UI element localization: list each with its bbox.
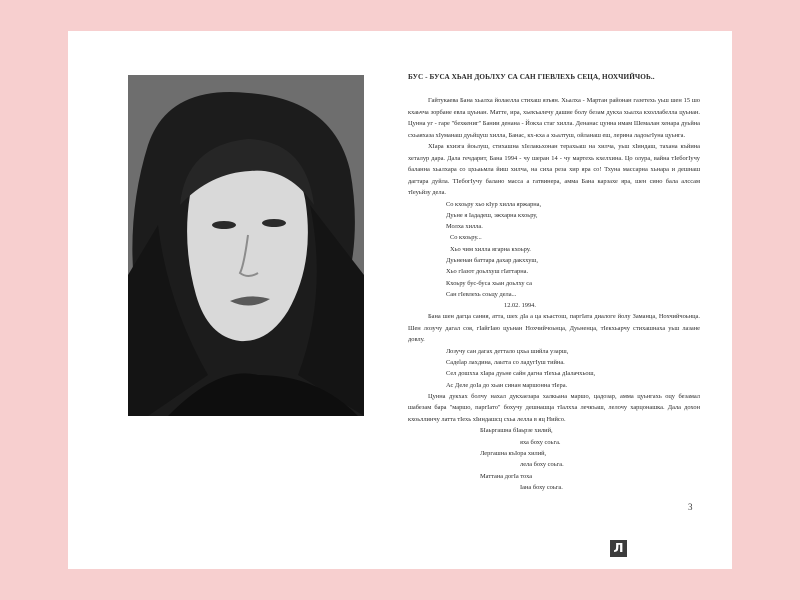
verse-line: Садеlар лахдина, лаьтта со ладугIуш тийна. bbox=[446, 358, 565, 366]
paragraph-3: Бана шен дагца сания, атта, шех дIа а ца къастош, паргIата диалоге йолу Заманца, Нохчийчоьнца. Шен лозучу дагал соя, гIайгIаю цуьнан Нохчийчоьнца, Дуьненца, тIекхьарчу стихашнаха уьш лазане довлу. bbox=[408, 313, 700, 344]
verse-line: Маттана догIа тоха bbox=[480, 472, 533, 480]
verse-line: Сан гIевлехь соьцу дела... bbox=[446, 290, 517, 298]
verse-line: БIаьргашна бIаьрзе хилий, bbox=[480, 427, 553, 435]
verse-line: Сел дошхха хIара дуьне сайн дагна тIехьа дIалачхьош, bbox=[446, 370, 596, 378]
verse-line: Молха хилла. bbox=[446, 223, 483, 231]
verse-line: Ас Деле доIа до хьан синан маршонна тIера. bbox=[446, 381, 568, 389]
verse-line: Хьо чим хилла ягарна кхоьру. bbox=[450, 245, 531, 253]
page-title: БУС - БУСА ХЬАН ДОЬЛХУ СА САН ГIЕВЛЕХЬ СЕЦА, НОХЧИЙЧОЬ.. bbox=[408, 73, 655, 81]
verse-line: Дуьненан баттара дахар дакххуш, bbox=[446, 256, 538, 264]
paragraph-4: Цунна дукхах болчу нахал дукхаезара халкьана маршо, цадозар, амма цуьнгахь оцу безамал шабезам бара "маршо, паргIато" бохучу дешнашца тIалхха лечкъаш, лелочу харцонашка. Дала дохон кхоьллинчу латта тIехь хIиндашсц схьа лелла в яц Нийсо. bbox=[408, 392, 700, 423]
verse-line: Кхоьру бус-буса хьан доьлху са bbox=[446, 279, 532, 287]
verse-line: Хьо гIазот доьлхуш гIаттарна. bbox=[446, 268, 529, 276]
verse-line: Лергашна къIора хилий, bbox=[480, 449, 547, 457]
verse-2 bbox=[446, 346, 700, 391]
book-page bbox=[68, 31, 732, 569]
verse-line: Дуьне я Iададеш, эжхарна кхоьру, bbox=[446, 211, 538, 219]
verse-line: лела боху соьга. bbox=[520, 461, 564, 469]
publisher-logo-icon: Л bbox=[610, 540, 627, 557]
page-number: 3 bbox=[688, 502, 693, 512]
verse-line: Лозучу сан дагах деттало цхьа шийла узарш, bbox=[446, 347, 569, 355]
paragraph-1: Гайтукаева Бана хьалха йолаелла стихаш язъян. Хьалха - Мартан районан газетехь уьш шен 15 шо кхаьчча зорбане евла цуьнан. Матте, ира, хьекъалечу дашие болу безам дукха хьалха кхоллабелла цуьнан. Цунна уг - гаре "бехкениг" Бании денана - Йокха стаг хилла. Денанас цунна имам Шемалан хенара дуьйна схьаяхаза хIуманаш дуьйцуш хилла, Банас, кх-кха а хьалтуш, ойланаш еш, лерина ладоьгIуна цуьнга. bbox=[408, 97, 700, 139]
verse-line: Со кхоьру... bbox=[450, 234, 482, 242]
verse-line: яха боху соьга. bbox=[520, 438, 561, 446]
verse-1 bbox=[446, 199, 700, 312]
verse-line: Iана боху соьга. bbox=[520, 483, 563, 491]
portrait-photo bbox=[128, 75, 364, 416]
paragraph-2: ХIара кхиэга йоьлуш, стихашна хIелакьхонан терахьаш на хилча, уьш хIиндаш, тахана къйина хеталур дара. Дала гечдарит, Бана 1994 - чу шеран 14 - чу мартехь кхелхина. Цо олура, вайна тIебогIучу баланна хьалхара со цхьаьмла йиш хилча, на сиха реза хир яра со! Тхуна массарна хьнара и дешнаш дагтара дуйла. ТIебогIучу балано масса а гатвинера, амма Бана карзахе яра, шен сино бала алссам тIеуьйзу дела. bbox=[408, 143, 700, 196]
page-text bbox=[408, 73, 700, 493]
verse-3 bbox=[480, 425, 700, 493]
verse-line: Со кхоьру хьо кIур хилла яржарна, bbox=[446, 200, 542, 208]
verse-date: 12.02. 1994. bbox=[504, 302, 536, 310]
